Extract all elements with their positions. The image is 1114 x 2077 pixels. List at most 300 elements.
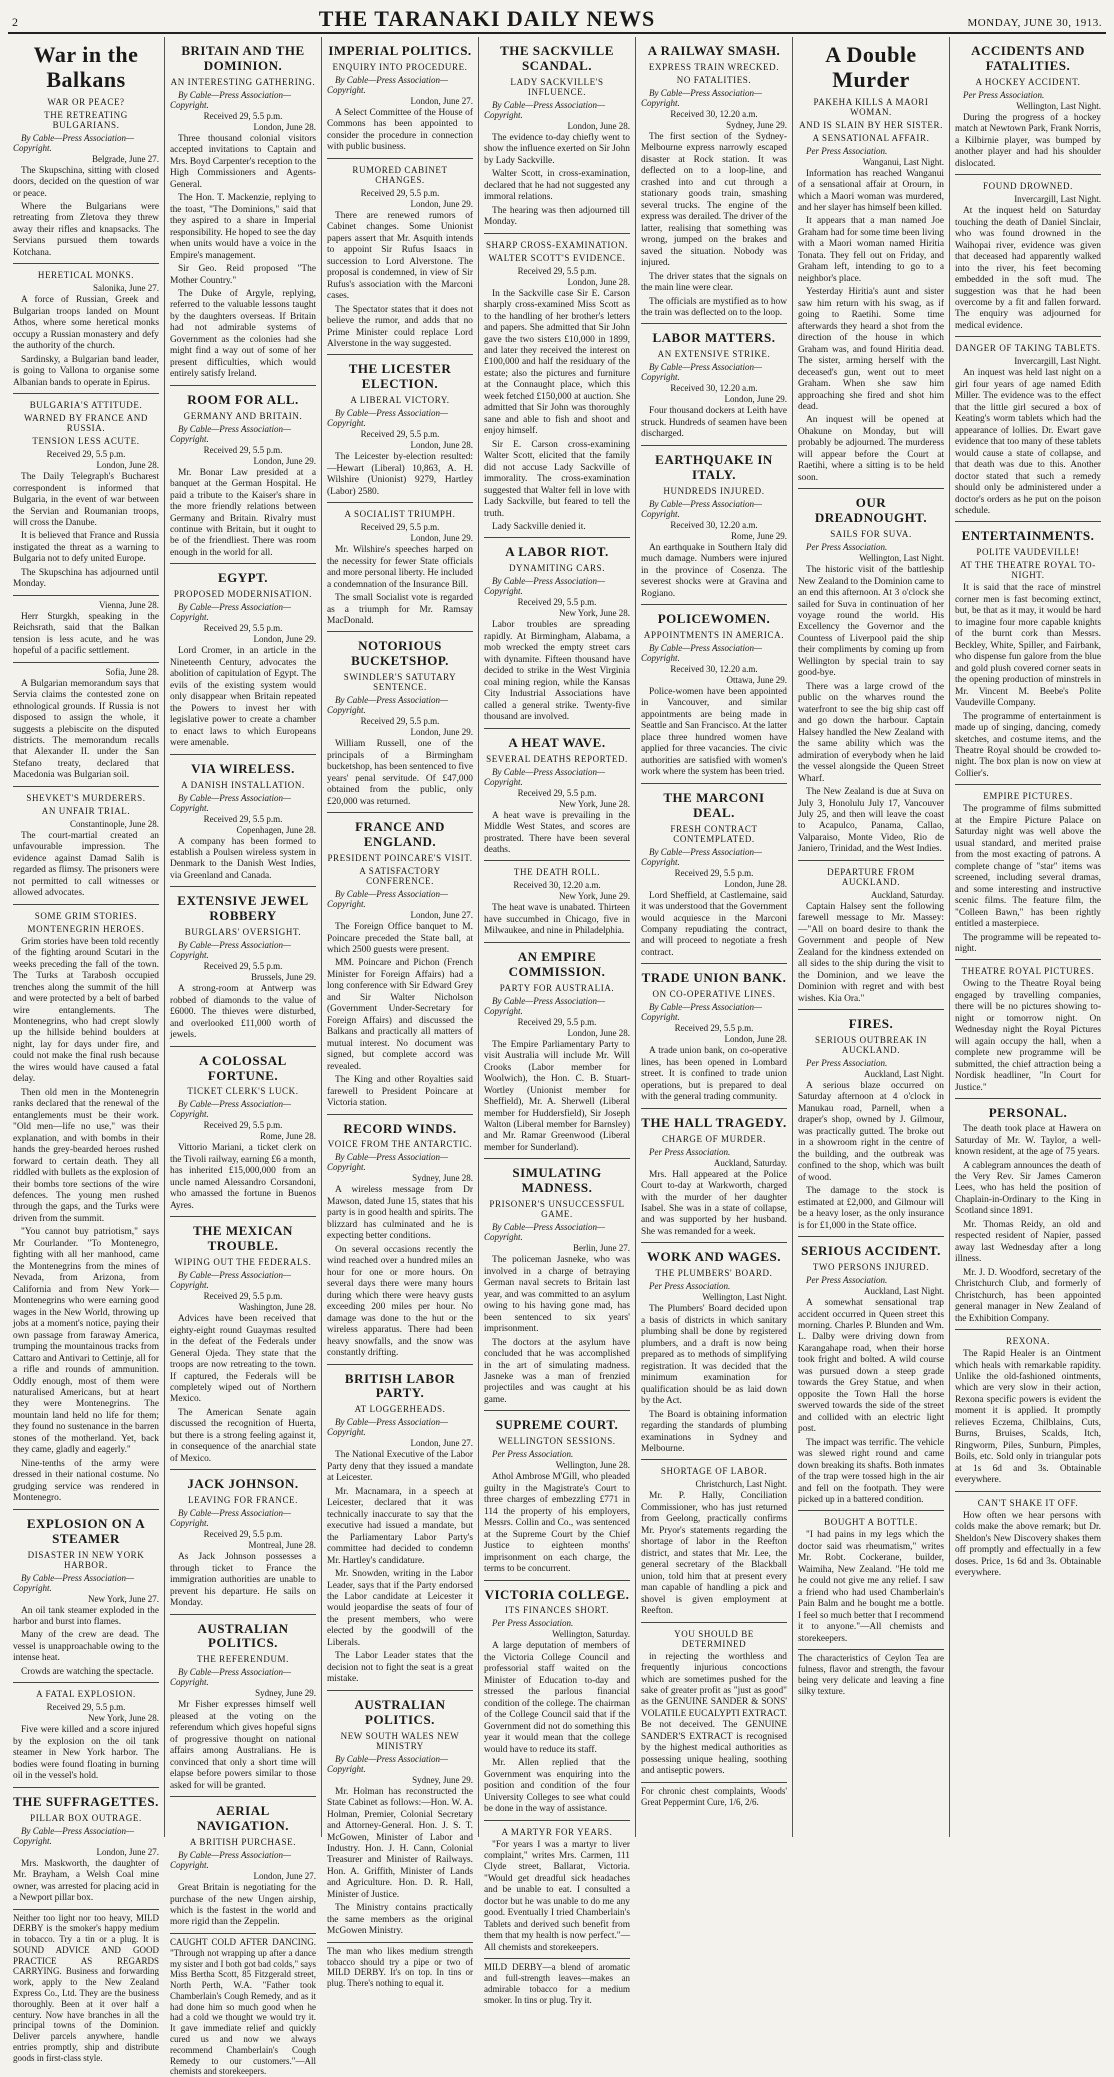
article-received: Received 29, 5.5 p.m. [674, 1023, 754, 1034]
article [327, 354, 473, 498]
article-subheading: AN EXTENSIVE STRIKE. [657, 349, 771, 360]
article-headline: BRITAIN AND THE DOMINION. [181, 43, 305, 73]
article-subheading: VOICE FROM THE ANTARCTIC. [327, 1139, 473, 1150]
article-dateline: London, June 28. [567, 276, 630, 287]
article-paragraph: The policeman Jasneke, who was involved in a charge of betraying German naval secrets to Britain last year, and was committed to an asylum owing to his having gone mad, has been sentenced to six years' imprisonment. [484, 1255, 630, 1335]
article-subheading: DISASTER IN NEW YORK HARBOR. [27, 1549, 145, 1570]
article-paragraph: An earthquake in Southern Italy did much damage. Numbers were injured in the province of Cosenza. The severest shocks were at Gravina and Rogiano. [641, 542, 787, 599]
article-subheading: PAKEHA KILLS A MAORI WOMAN. [813, 96, 929, 117]
article-headline: EARTHQUAKE IN ITALY. [655, 451, 773, 482]
article-paragraph: It is said that the race of minstrel corner men is fast becoming extinct, but, be that as it may, it would be hard to imagine four more capable knights of the burnt cork than Messrs. Beckley, White, Spiller, and Fairbank, who dispense fun galore from the blue and gold plush covered corner seats in the opening production of minstrels in Mr. Vincent M. Beebe's Polite Vaudeville Company. [955, 583, 1101, 709]
article-received: Received 29, 5.5 p.m. [360, 187, 440, 198]
article-paragraph: The New Zealand is due at Suva on July 3, Honolulu July 17, Vancouver July 25, and then will leave the coast to Acapulco, Panama, Callao, Valparaiso, Monte Video, Rio de Janiero, Trinidad, and the West Indies. [798, 787, 944, 855]
article-headline: SERIOUS ACCIDENT. [801, 1243, 941, 1259]
article-paragraph: It appears that a man named Joe Graham had for some time been living with a Maori woman named Hiritia Tonata. They fell out on Friday, and Graham left, intending to go to a neighbor's place. [798, 216, 944, 284]
article-paragraph: A serious blaze occurred on Saturday afternoon at 4 o'clock in Manukau road, Parnell, when a draper's shop, owned by J. Gilmour, was practically gutted. The broke out in a showroom right in the centre of the building, and the outbreak was confined to the shop, which was built of wood. [798, 1081, 944, 1183]
article-dateline: Auckland, Last Night. [864, 1286, 944, 1297]
article-byline: By Cable—Press Association—Copyright. [641, 642, 762, 663]
article-byline: By Cable—Press Association—Copyright. [170, 1508, 291, 1529]
article-dateline: Constantinople, June 28. [70, 818, 159, 829]
article-paragraph: Mr. P. Hally, Conciliation Commissioner, who has just returned from Geelong, practically confirms Mr. Pryor's statements regarding the shortage of labor in the Reefton district, and states that Mr. Lee, the general secretary of the Blackball union, told him that at present every man capable of handling a pick and shovel is given employment at Reefton. [641, 1491, 787, 1617]
article-dateline: London, June 28. [410, 440, 473, 451]
article-headline: FRANCE AND ENGLAND. [355, 819, 445, 850]
article-received: Received 30, 12.20 a.m. [513, 880, 601, 891]
article-subheading: FRESH CONTRACT CONTEMPLATED. [670, 823, 758, 844]
article-received: Received 30, 12.20 a.m. [670, 108, 758, 119]
article-dateline: Berlin, June 27. [573, 1243, 630, 1254]
article-subheading: RUMORED CABINET CHANGES. [352, 164, 448, 185]
column-4 [479, 37, 636, 2005]
article-subheading: AND IS SLAIN BY HER SISTER. [799, 119, 943, 130]
article-byline: Per Press Association. [492, 1618, 574, 1629]
article-subheading: POLITE VAUDEVILLE! [976, 547, 1080, 558]
article-subheading: EMPIRE PICTURES. [983, 791, 1073, 802]
article-paragraph: Information has reached Wanganui of a sensational affair at Orourn, in which a Maori woman was murdered, and her slayer has himself been killed. [798, 168, 944, 213]
article-subheading: BURGLARS' OVERSIGHT. [184, 927, 302, 938]
article [13, 37, 159, 259]
article-subheading: A FATAL EXPLOSION. [36, 1689, 136, 1700]
article-paragraph: William Russell, one of the principals of a Birmingham bucketshop, has been sentenced to five years' penal servitude. Of £47,000 obtained from the public, only £20,000 was returned. [327, 739, 473, 807]
column-6 [793, 37, 950, 1837]
article-paragraph: Mr. Macnamara, in a speech at Leicester, declared that it was technically inaccurate to say that the executive had issued a mandate, but the Parliamentary Labor Party's committee had decided to condemn Mr. Hartley's candidature. [327, 1486, 473, 1566]
article-dateline: London, June 29. [410, 533, 473, 544]
article [327, 812, 473, 1109]
article-subheading: LADY SACKVILLE'S INFLUENCE. [510, 76, 604, 97]
article-paragraph: The Rapid Healer is an Ointment which heals with remarkable rapidity. Unlike the old-fashioned ointments, which are very slow in their action, Rexona specific powers is evident the moment it is applied. It promptly relieves Eczema, Chilblains, Cuts, Burns, Bruises, Scalds, Itch, Ringworm, Piles, Sunburn, Pimples, Boils, etc. Sold only in triangular pots at 1s 6d and 3s. Obtainable everywhere. [955, 1349, 1101, 1486]
article-paragraph: The programme will be repeated to-night. [955, 932, 1101, 954]
article-subheading: A LIBERAL VICTORY. [350, 395, 450, 406]
article-subheading: PARTY FOR AUSTRALIA. [499, 982, 615, 993]
article-paragraph: Mr. Thomas Reidy, an old and respected resident of Napier, passed away last Wednesday after a long illness. [955, 1219, 1101, 1265]
advertisement: The man who likes medium strength tobacco should try a pipe or two of MILD DERBY. It's on top. In tins or plug. There's nothing to equal it. [327, 1942, 473, 1989]
article-dateline: New York, June 28. [558, 798, 630, 809]
article-subheading: ENQUIRY INTO PROCEDURE. [332, 61, 468, 72]
article-dateline: Christchurch, Last Night. [695, 1479, 787, 1490]
article-subheading: GERMANY AND BRITAIN. [183, 410, 303, 421]
article [484, 1580, 630, 1816]
article [798, 37, 944, 484]
article-paragraph: Advices have been received that eighty-eight round Guaymas resulted in the defeat of the Federals under General Ojeda. They state that the troops are now retreating to the town. If captured, the Federals will be completely wiped out of Northern Mexico. [170, 1314, 316, 1405]
article-dateline: Copenhagen, June 28. [236, 824, 316, 835]
article-dateline: Wellington, Last Night. [859, 553, 944, 564]
article-paragraph: The heat wave is unabated. Thirteen have succumbed in Chicago, five in Milwaukee, and nine in Philadelphia. [484, 903, 630, 937]
article-paragraph: Where the Bulgarians were retreating from Zletova they threw away their rifles and knapsacks. The Servians pursued them towards Kotchana. [13, 202, 159, 258]
article [484, 37, 630, 229]
article-subheading: APPOINTMENTS IN AMERICA. [643, 629, 785, 640]
article [641, 1108, 787, 1239]
article-dateline: London, June 28. [724, 1034, 787, 1045]
article-paragraph: Lord Cromer, in an article in the Nineteenth Century, advocates the abolition of capitulation of Egypt. The evils of the existing system would only disappear when Britain repeated the Powers to invest her with legislative power to create a chamber to enact laws to which Europeans were amenable. [170, 646, 316, 749]
article-paragraph: The damage to the stock is estimated at £2,000, and Gilmour will be a heavy loser, as the only insurance is for £1,000 in the State office. [798, 1186, 944, 1231]
article-paragraph: "For years I was a martyr to liver complaint," writes Mrs. Carmen, 111 Clyde street, Ballarat, Victoria. "Would get dreadful sick headaches and be unable to eat. I consulted a doctor but he was unable to do me any good. Eventually I tried Chamberlain's Tablets and derived such benefit from them that my health is now perfect."—All chemists and storekeepers. [484, 1839, 630, 1953]
article-paragraph: in rejecting the worthless and frequently injurious concoctions which are sometimes pushed for the sake of greater profit as "just as good" as the GENUINE SANDER & SONS' VOLATILE EUCALYPTI EXTRACT. Be not deceived. The GENUINE SANDER'S EXTRACT is recognised by the highest medical authorities as possessing unique healing, soothing and antiseptic powers. [641, 1651, 787, 1777]
article [641, 1242, 787, 1455]
article-subheading: A HOCKEY ACCIDENT. [975, 76, 1081, 87]
article-subheading: SERIOUS OUTBREAK IN AUCKLAND. [815, 1035, 927, 1055]
article-dateline: Sydney, June 28. [412, 1173, 473, 1184]
article-paragraph: Yesterday Hiritia's aunt and sister saw him return with his swag, as if going to Raetihi. Some time afterwards they heard a shot from the direction of the house in which Graham was, and found Hiritia dead. The sister, arming herself with the deceased's gun, went out to meet Graham. When she saw him approaching she fired and shot him dead. [798, 287, 944, 412]
article-subheading: THE PLUMBERS' BOARD. [655, 1268, 773, 1279]
article-headline: SUPREME COURT. [495, 1417, 619, 1433]
article-dateline: Wellington, Saturday. [552, 1629, 630, 1640]
article [13, 595, 159, 658]
article-paragraph: The Board is obtaining information regarding the standards of plumbing examinations in Sydney and Melbourne. [641, 1409, 787, 1454]
article-received: Received 29, 5.5 p.m. [203, 444, 283, 455]
article-byline: By Cable—Press Association—Copyright. [641, 1002, 762, 1023]
article-subheading: AN UNFAIR TRIAL. [41, 805, 131, 816]
article [798, 1510, 944, 1645]
article-paragraph: A Bulgarian memorandum says that Servia claims the contested zone on ethnological grounds. If Russia is not disposed to assign the whole, it suggests a plebiscite on the disputed districts. The memorandum recalls that Alexander II. under the San Stefano treaty, declared that Macedonia was Bulgarian soil. [13, 678, 159, 781]
article-subheading: WELLINGTON SESSIONS. [498, 1436, 616, 1447]
article-byline: By Cable—Press Association—Copyright. [327, 408, 448, 429]
article-paragraph: The Labor Leader states that the decision not to fight the seat is a great mistake. [327, 1651, 473, 1685]
article-headline: A RAILWAY SMASH. [647, 43, 781, 58]
article-headline: NOTORIOUS BUCKETSHOP. [351, 638, 449, 669]
article-received: Received 30, 12.20 a.m. [670, 663, 758, 674]
article [484, 537, 630, 723]
article [327, 1364, 473, 1686]
article-paragraph: A strong-room at Antwerp was robbed of diamonds to the value of £6000. The thieves were disturbed, and overlooked £11,000 worth of jewels. [170, 984, 316, 1041]
article-paragraph: The historic visit of the battleship New Zealand to the Dominion came to an end this afternoon. At 3 o'clock she sailed for Suva in continuation of her voyage round the world. His Excellency the Governor and the Countess of Liverpool paid the ship their compliments by coming up from Wellington by special train to say good-bye. [798, 565, 944, 679]
article-subheading: SHEVKET'S MURDERERS. [26, 792, 146, 803]
article [641, 783, 787, 960]
advertisement: The characteristics of Ceylon Tea are fulness, flavor and strength, the favour being very delicate and leaving a fine silky texture. [798, 1649, 944, 1696]
article-headline: VIA WIRELESS. [191, 760, 295, 776]
article-received: Received 30, 12.20 a.m. [670, 519, 758, 530]
article-byline: Per Press Association. [806, 1058, 888, 1068]
article-subheading: BOUGHT A BOTTLE. [824, 1517, 918, 1528]
masthead [8, 6, 1106, 34]
article-paragraph: The Empire Parliamentary Party to visit Australia will include Mr. Will Crooks (Labor member for Woolwich), the Hon. C. B. Stuart-Wortley (Unionist member for Sheffield), Mr. A. Sherwell (Liberal member for Huddersfield), Sir Joseph Walton (Liberal member for Barnsley) and Mr. Ramar Greenwood (Liberal member for Sunderland). [484, 1039, 630, 1153]
article-paragraph: The doctors at the asylum have concluded that he was accomplished in the art of simulating madness. Jasneke was a man of frenzied projectiles and was caught at his game. [484, 1337, 630, 1405]
article [955, 1329, 1101, 1487]
article-paragraph: Mrs. Maskworth, the daughter of Mr. Brayham, a Welsh Coal mine owner, was arrested for placing acid in a Newport pillar box. [13, 1858, 159, 1904]
article-paragraph: Mrs. Hall appeared at the Police Court to-day at Warkworth, charged with the murder of her daughter Isabel. She was in a state of collapse, and was supported by her husband. She was remanded for a week. [641, 1169, 787, 1237]
article-received: Received 29, 5.5 p.m. [46, 449, 126, 460]
article-subheading: A SENSATIONAL AFFAIR. [812, 132, 930, 143]
article-paragraph: Sardinsky, a Bulgarian band leader, is going to Vallona to organise some Albanian bands to operate in Epirus. [13, 354, 159, 388]
article-dateline: Invercargill, Last Night. [1014, 356, 1101, 367]
article-subheading: ON CO-OPERATIVE LINES. [652, 989, 776, 1000]
advertisement: Neither too light nor too heavy, MILD DERBY is the smoker's happy medium in tobacco. Try a tin or a plug. It is SOUND ADVICE AND GOOD PRACTICE AS REGARDS CARRYING. Business and forwarding work, apply to the New Zealand Express Co., Ltd. They are the business thoroughly. Been at it over half a century. Now have branches in all the principal towns of the Dominion. Deliver parcels anywhere, handle entries promptly, ship and distribute goods in first-class style. [13, 1909, 159, 2064]
advertisement: CAUGHT COLD AFTER DANCING. "Through not wrapping up after a dance my sister and I both got bad colds," says Miss Bertha Scott, 85 Fitzgerald street, North Perth, W.A. "Father took Chamberlain's Cough Remedy, and as it had done him so much good when he had a cold we thought we would try it. It gave immediate relief and quickly cured us and now we always recommend Chamberlain's Cough Remedy to our customers."—All chemists and storekeepers. [170, 1933, 316, 2077]
article-paragraph: MM. Poincare and Pichon (French Minister for Foreign Affairs) had a long conference with Sir Edward Grey and Sir Walter Nicholson (Government Under-Secretary for Foreign Affairs) and discussed the Balkans and practically all matters of mutual interest. No document was signed, but complete accord was revealed. [327, 958, 473, 1072]
article-paragraph: On several occasions recently the wind reached over a hundred miles an hour for one or more hours. On several days there were many hours during which there were heavy gusts exceeding 200 miles per hour. No damage was done to the hut or the wireless apparatus. There had been heavy snowfalls, and the snow was constantly drifting. [327, 1244, 473, 1359]
article [484, 728, 630, 857]
article [798, 1009, 944, 1232]
article-byline: By Cable—Press Association—Copyright. [170, 602, 291, 623]
article-dateline: London, June 28. [724, 878, 787, 889]
article-received: Received 29, 5.5 p.m. [203, 1291, 283, 1302]
page-number: 2 [12, 15, 18, 29]
article-paragraph: The programme of films submitted at the Empire Picture Palace on Saturday night was well above the usual standard, and merited praise from the most exacting of patrons. A complete change of "star" items was screened, including several dramas, and some interesting and instructive scenic films. The feature film, the "Colleen Bawn," has been rightly entitled a masterpiece. [955, 804, 1101, 930]
article [641, 1459, 787, 1617]
article-headline: AN EMPIRE COMMISSION. [508, 948, 606, 979]
article-headline: THE HALL TRAGEDY. [641, 1114, 787, 1130]
article [13, 263, 159, 389]
article-paragraph: An inquest was held last night on a girl four years of age named Edith Miller. The evidence was to the effect that the little girl secured a box of Keating's worm tablets which had the appearance of lollies. Dr. Ewart gave evidence that too many of these tablets would cause a state of collapse, and that death was due to this. Another doctor stated that such a remedy should only be administered under a doctor's orders as he put on the poison schedule. [955, 368, 1101, 516]
article-dateline: Sydney, June 29. [255, 1688, 316, 1699]
article [484, 1820, 630, 1955]
article-paragraph: Sir E. Carson cross-examining Walter Scott, elicited that the family did not accuse Lady Sackville of immorality. The cross-examination suggested that Walter fell in love with Lady Sackville, but feared to tell the truth. [484, 439, 630, 519]
article-subheading: BULGARIA'S ATTITUDE. [29, 400, 143, 411]
article-received: Received 29, 5.5 p.m. [203, 1529, 283, 1540]
article-paragraph: Five were killed and a score injured by the explosion on the oil tank steamer in New York harbor. The bodies were found floating in burning oil in the vessel's hold. [13, 1725, 159, 1782]
article-headline: A COLOSSAL FORTUNE. [199, 1052, 287, 1083]
article [641, 604, 787, 779]
article-paragraph: Mr. Holman has reconstructed the State Cabinet as follows:—Hon. W. A. Holman, Premier, Colonial Secretary and Attorney-General. Hon. J. S. T. McGowen, Minister of Labor and Industry. Hon. J. H. Cann, Colonial Treasurer and Minister of Railways. Hon. A. Griffith, Minister of Lands and Agriculture. Hon. D. R. Hall, Minister of Justice. [327, 1786, 473, 1900]
article-headline: SIMULATING MADNESS. [512, 1165, 602, 1196]
article-paragraph: The Leicester by-election resulted:—Hewart (Liberal) 10,863, A. H. Wilshire (Unionist) 9279, Hartley (Labor) 2580. [327, 452, 473, 497]
article [484, 1410, 630, 1575]
article-subheading: HERETICAL MONKS. [37, 270, 135, 281]
article-paragraph: Walter Scott, in cross-examination, declared that he had not suggested any immoral relations. [484, 169, 630, 203]
article-dateline: Auckland, Saturday. [870, 889, 944, 900]
article-headline: A LABOR RIOT. [505, 544, 609, 560]
article-headline: ENTERTAINMENTS. [961, 528, 1095, 544]
article [484, 860, 630, 937]
article [13, 393, 159, 591]
article [170, 1046, 316, 1213]
article-headline: THE MEXICAN TROUBLE. [193, 1223, 293, 1254]
article-paragraph: Owing to the Theatre Royal being engaged by travelling companies, there will be no pictures showing to-night or tomorrow night. On Wednesday night the Royal Pictures will again occupy the hall, when a complete new programme will be submitted, the chief attraction being a Nordisk headliner, "In Court for Justice." [955, 979, 1101, 1093]
article-paragraph: The hearing was then adjourned till Monday. [484, 205, 630, 228]
article-paragraph: Then old men in the Montenegrin ranks declared that the renewal of the entanglements must be their work. "Old men—life no use," was their explanation, and with bombs in their hands the grey-bearded heroes rushed forward to certain death. They all riddled with bullets as the explosion of their bombs tore sections of the wire defences. The young men rushed through the gaps, and the Turks were driven from the summit. [13, 1087, 159, 1224]
article [170, 1216, 316, 1465]
article [798, 488, 944, 856]
article-dateline: Salonika, June 27. [93, 283, 159, 294]
article [641, 37, 787, 319]
article-headline: THE SACKVILLE SCANDAL. [500, 43, 614, 73]
article-byline: Per Press Association. [806, 542, 888, 553]
article-paragraph: The small Socialist vote is regarded as a triumph for Mr. Ramsay MacDonald. [327, 593, 473, 626]
article-subheading: A DANISH INSTALLATION. [181, 779, 305, 790]
article-paragraph: The Plumbers' Board decided upon a basis of districts in which sanitary plumbing shall be done by registered plumbers, and a draft is now being prepared as to methods of simplifying registration. It was decided that the minimum examination for qualification should be as laid down by the Act. [641, 1304, 787, 1407]
article-received: Received 30, 12.20 a.m. [670, 383, 758, 394]
article-paragraph: An oil tank steamer exploded in the harbor and burst into flames. [13, 1605, 159, 1627]
article-dateline: Invercargill, Last Night. [1014, 194, 1101, 205]
article-paragraph: Captain Halsey sent the following farewell message to Mr. Massey:—"All on board desire to thank the Government and people of New Zealand for the kindness extended on all sides to the ship during the visit to the Dominion, and we leave the Dominion with regret and with best wishes. Kia Ora." [798, 901, 944, 1004]
article-paragraph: Vittorio Mariani, a ticket clerk on the Tivoli railway, earning £6 a month, has inherited £15,000,000 from an uncle named Alessandro Corsandoni, who amassed the fortune in Buenos Ayres. [170, 1143, 316, 1211]
article-received: Received 29, 5.5 p.m. [203, 110, 283, 121]
article-subheading: A SATISFACTORY CONFERENCE. [359, 866, 441, 887]
article-subheading: A SOCIALIST TRIUMPH. [344, 509, 456, 520]
article-subheading: PROPOSED MODERNISATION. [173, 589, 313, 600]
article-dateline: London, June 29. [410, 198, 473, 209]
article-byline: By Cable—Press Association—Copyright. [484, 576, 605, 597]
article-headline: THE MARCONI DEAL. [663, 789, 765, 820]
article [798, 860, 944, 1005]
article-paragraph: The National Executive of the Labor Party deny that they issued a mandate at Leicester. [327, 1450, 473, 1484]
article [327, 37, 473, 154]
article-paragraph: At the inquest held on Saturday touching the death of Daniel Sinclair, who was found drowned in the Waihopai river, evidence was given that deceased had apparently walked into the river, his feet becoming embedded in the soft mud. The suggestion was that he had been overcome by a fit and fallen forward. The enquiry was adjourned for medical evidence. [955, 206, 1101, 331]
article-byline: Per Press Association. [492, 1449, 574, 1460]
article-headline: EXTENSIVE JEWEL ROBBERY [177, 893, 309, 924]
article-dateline: Wanganui, Last Night. [862, 156, 944, 167]
article-subheading: WARNED BY FRANCE AND RUSSIA. [24, 413, 148, 434]
article-headline: THE SUFFRAGETTES. [13, 1793, 159, 1809]
article-paragraph: Mr. Snowden, writing in the Labor Leader, says that if the Party endorsed the Labor candidate at Leicester it would jeopardise the seats of four of the present members, who were elected by the goodwill of the Liberals. [327, 1569, 473, 1648]
article-dateline: London, June 29. [253, 455, 316, 466]
article-dateline: London, June 28. [567, 120, 630, 131]
article-subheading: SOME GRIM STORIES. [34, 910, 138, 921]
article-paragraph: Three thousand colonial visitors accepted invitations to Captain and Mrs. Boyd Carpenter's reception to the High Commissioners and Agents-General. [170, 133, 316, 190]
article-dateline: London, June 29. [724, 394, 787, 405]
article [955, 1491, 1101, 1580]
article-received: Received 29, 5.5 p.m. [517, 787, 597, 798]
article-paragraph: The Daily Telegraph's Bucharest correspondent is informed that Bulgaria, in the event of war between the Servian and Roumanian troops, will cross the Danube. [13, 472, 159, 528]
article [327, 631, 473, 808]
article-subheading: SHORTAGE OF LABOR. [660, 1466, 768, 1477]
article-paragraph: The court-martial created an unfavourable impression. The evidence against Damad Salih is regarded as flimsy. The prisoners were not permitted to call witnesses or allowed advocates. [13, 830, 159, 899]
article [484, 233, 630, 534]
article-byline: By Cable—Press Association—Copyright. [170, 792, 291, 813]
article-paragraph: Sir Geo. Reid proposed "The Mother Country." [170, 264, 316, 286]
article-subheading: TICKET CLERK'S LUCK. [187, 1086, 299, 1097]
article-paragraph: An inquest will be opened at Ohakune on Monday, but will probably be adjourned. The murderess will appear before the Court at Raetihi, where a sitting is to be held soon. [798, 415, 944, 483]
article-paragraph: The evidence to-day chiefly went to show the influence exerted on Sir John by Lady Sackville. [484, 132, 630, 166]
article-paragraph: During the progress of a hockey match at Newtown Park, Frank Norris, a Kilbirnie player, was bumped by another player and had his shoulder dislocated. [955, 112, 1101, 169]
article-subheading: A MARTYR FOR YEARS. [501, 1826, 613, 1837]
article-subheading: AT THE THEATRE ROYAL TO-NIGHT. [960, 560, 1096, 581]
article [170, 1614, 316, 1793]
article [641, 323, 787, 440]
article-subheading: AT LOGGERHEADS. [354, 1404, 446, 1415]
article-dateline: Vienna, June 28. [99, 599, 159, 610]
article-subheading: DEPARTURE FROM AUCKLAND. [827, 866, 915, 887]
article [170, 754, 316, 883]
article [955, 1098, 1101, 1325]
article-dateline: Wellington, Last Night. [702, 1292, 787, 1303]
article-dateline: Montreal, June 28. [248, 1540, 316, 1551]
article-subheading: SEVERAL DEATHS REPORTED. [486, 753, 628, 764]
article-paragraph: How often we hear persons with colds make the above remark; but Dr. Sheldon's New Discovery shakes them off promptly and effectually in a few doses. Price, 1s 6d and 3s. Obtainable everywhere. [955, 1510, 1101, 1579]
article-subheading: THE REFERENDUM. [197, 1654, 289, 1665]
article-headline: EGYPT. [217, 570, 269, 586]
article-byline: By Cable—Press Association—Copyright. [484, 99, 605, 120]
article-headline: PERSONAL. [988, 1105, 1068, 1121]
article-subheading: NEW SOUTH WALES NEW MINISTRY [340, 1730, 460, 1751]
columns-container [8, 37, 1106, 2077]
article-paragraph: The impact was terrific. The vehicle was slewed right round and came down breaking its shafts. Both inmates of the trap were tossed high in the air and fell on the footpath. They were picked up in a battered condition. [798, 1437, 944, 1505]
article [170, 1469, 316, 1609]
article-received: Received 29, 5.5 p.m. [203, 1120, 283, 1131]
article-dateline: Auckland, Last Night. [864, 1069, 944, 1079]
article-byline: By Cable—Press Association—Copyright. [327, 1152, 448, 1173]
article-paragraph: The Duke of Argyle, replying, referred to the valuable lessons taught by the daughters overseas. If Britain had not admirable systems of Government as the colonies had she might find a way out of some of her present difficulties, which would entirely satisfy Ireland. [170, 288, 316, 380]
article-paragraph: Labor troubles are spreading rapidly. At Birmingham, Alabama, a mob wrecked the empty street cars with dynamite. Fifteen thousand have decided to strike in the West Virginia coal mining region, while the Kansas City Industrial Associations have called a general strike. Twenty-five thousand are involved. [484, 620, 630, 723]
article [955, 336, 1101, 517]
article-dateline: Rome, June 29. [731, 530, 787, 541]
article-dateline: Washington, June 28. [238, 1302, 316, 1313]
article-paragraph: Lady Sackville denied it. [492, 522, 586, 532]
article [955, 521, 1101, 780]
article-byline: By Cable—Press Association—Copyright. [170, 1667, 291, 1688]
article-dateline: Auckland, Saturday. [713, 1157, 787, 1168]
article-subheading: SWINDLER'S SATUTARY SENTENCE. [343, 672, 457, 693]
article-paragraph: Grim stories have been told recently of the fighting around Scutari in the weeks preceding the fall of the town. The Turks at Tarabosh occupied trenches along the summit of the hill and were protected by a belt of barbed wire entanglements. The Montenegrins, who had crept slowly up the hillside behind boulders at night, lay for days under fire, and could not make the final rush because the wires would have caused a fatal delay. [13, 936, 159, 1085]
article-byline: By Cable—Press Association—Copyright. [170, 423, 291, 444]
column-1 [8, 37, 165, 2063]
column-2 [165, 37, 322, 2077]
article-subheading: WAR OR PEACE? [47, 96, 125, 107]
article-subheading: MONTENEGRIN HEROES. [27, 923, 145, 934]
article-dateline: London, June 27. [410, 95, 473, 106]
article-dateline: London, June 29. [410, 727, 473, 738]
article-subheading: PRISONER'S UNSUCCESSFUL GAME. [489, 1199, 625, 1220]
article-dateline: London, June 28. [567, 1027, 630, 1038]
article-received: Received 29, 5.5 p.m. [517, 597, 597, 608]
article-byline: Per Press Association. [649, 1281, 731, 1292]
article [13, 662, 159, 782]
article-dateline: New York, June 29. [558, 891, 630, 902]
article [641, 445, 787, 600]
article-subheading: FOUND DROWNED. [983, 181, 1073, 192]
article-paragraph: The driver states that the signals on the main line were clear. [641, 271, 787, 294]
article-byline: By Cable—Press Association—Copyright. [327, 695, 448, 716]
article-headline: A Double Murder [825, 42, 917, 93]
article-subheading: EXPRESS TRAIN WRECKED. [648, 61, 780, 72]
article [170, 385, 316, 560]
article-dateline: London, June 29. [253, 634, 316, 645]
article [13, 1787, 159, 1905]
article [327, 1114, 473, 1360]
article-byline: By Cable—Press Association—Copyright. [327, 1417, 448, 1438]
article-paragraph: A wireless message from Dr Mawson, dated June 15, states that his party is in good health and spirits. The blizzard has culminated and he is expecting better conditions. [327, 1185, 473, 1242]
article-byline: By Cable—Press Association—Copyright. [170, 1270, 291, 1291]
article-paragraph: The programme of entertainment is made up of singing, dancing, comedy sketches, and costume items, and the Theatre Royal should be crowded to-night. The box plan is now on view at Collier's. [955, 711, 1101, 779]
article-paragraph: Great Britain is negotiating for the purchase of the new Ungen airship, which is the fastest in the world and more rigid than the Zeppelin. [170, 1883, 316, 1928]
article-headline: War in the Balkans [33, 42, 139, 93]
article-subheading: SAILS FOR SUVA. [830, 529, 912, 540]
article [484, 1158, 630, 1406]
article-headline: ROOM FOR ALL. [187, 391, 299, 407]
article-paragraph: As Jack Johnson possesses a through ticket to France the immigration authorities are unable to prevent his departure. He sails on Monday. [170, 1552, 316, 1609]
article-received: Received 29, 5.5 p.m. [203, 961, 283, 972]
article-headline: BRITISH LABOR PARTY. [344, 1370, 456, 1401]
article-paragraph: Nine-tenths of the army were dressed in their national costume. No grudging service was rendered in Montenegro. [13, 1458, 159, 1504]
article-dateline: Wellington, Last Night. [1016, 100, 1101, 111]
article-headline: OUR DREADNOUGHT. [814, 495, 928, 526]
article [13, 904, 159, 1505]
article-byline: By Cable—Press Association—Copyright. [641, 846, 762, 867]
article [170, 886, 316, 1041]
article-byline: By Cable—Press Association—Copyright. [327, 74, 448, 95]
article-headline: A HEAT WAVE. [508, 734, 606, 750]
column-3 [322, 37, 479, 1989]
article-dateline: Sydney, June 29. [726, 119, 787, 130]
article-received: Received 29, 5.5 p.m. [674, 867, 754, 878]
article-paragraph: A company has been formed to establish a Poulsen wireless system in Denmark to the Danish West Indies, via Greenland and Canada. [170, 836, 316, 881]
article-paragraph: "I had pains in my legs which the doctor said was rheumatism," writes Mr. Robt. Cockerane, builder, Waimiha, New Zealand. "He told me he could not give me any relief. I saw a friend who had used Chamberlain's Pain Balm and he bought me a bottle. I feel so much better that I recommend it to anyone."—All chemists and storekeepers. [798, 1530, 944, 1644]
article-paragraph: There was a large crowd of the public on the wharves round the waterfront to see the big ship cast off and go down the harbour. Captain Halsey handled the New Zealand with the same ability which was the admiration of everybody when he laid the vessel alongside the Queen Street Wharf. [798, 681, 944, 784]
article [484, 942, 630, 1155]
article-paragraph: The American Senate again discussed the recognition of Huerta, but there is a strong feeling against it, in consequence of the anarchial state of Mexico. [170, 1407, 316, 1464]
column-5 [636, 37, 793, 1837]
article-received: Received 29, 5.5 p.m. [517, 1016, 597, 1027]
article-headline: POLICEWOMEN. [657, 611, 771, 626]
article-headline: AUSTRALIAN POLITICS. [354, 1696, 446, 1727]
article-paragraph: The first section of the Sydney-Melbourne express narrowly escaped disaster at Rock station. It was deflected on to a loop-line, and crashed into and cut through a stationary goods train, smashing several trucks. The engine of the express was derailed. The driver of the latter, realising that something was wrong, jumped on the brakes and saved the situation. Nobody was injured. [641, 131, 787, 269]
article-subheading: AN INTERESTING GATHERING. [170, 76, 316, 87]
article-headline: AUSTRALIAN POLITICS. [197, 1620, 289, 1651]
article-headline: VICTORIA COLLEGE. [484, 1586, 630, 1602]
article-paragraph: In the Sackville case Sir E. Carson sharply cross-examined Miss Scott as to the handling of her brother's letters and papers. She admitted that Sir John gave the two sisters £10,000 in 1899, and later they received the interest on £100,000 and half the residuary of the estate; also the pictures and furniture at the Connaught place, which this week fetched £150,000 at auction. She admitted that Sir John was thoroughly sane and able to fish and shoot and enjoy himself. [484, 288, 630, 437]
article-paragraph: Athol Ambrose M'Gill, who pleaded guilty in the Magistrate's Court to three charges of embezzling £771 in 114 the property of his employers, Messrs. Collin and Co., was sentenced at the Supreme Court by the Chief Justice to eighteen months' imprisonment on each charge, the terms to be concurrent. [484, 1472, 630, 1575]
article-byline: By Cable—Press Association—Copyright. [484, 1222, 605, 1243]
article-subheading: THE RETREATING BULGARIANS. [44, 109, 128, 130]
article-subheading: A BRITISH PURCHASE. [189, 1837, 297, 1848]
